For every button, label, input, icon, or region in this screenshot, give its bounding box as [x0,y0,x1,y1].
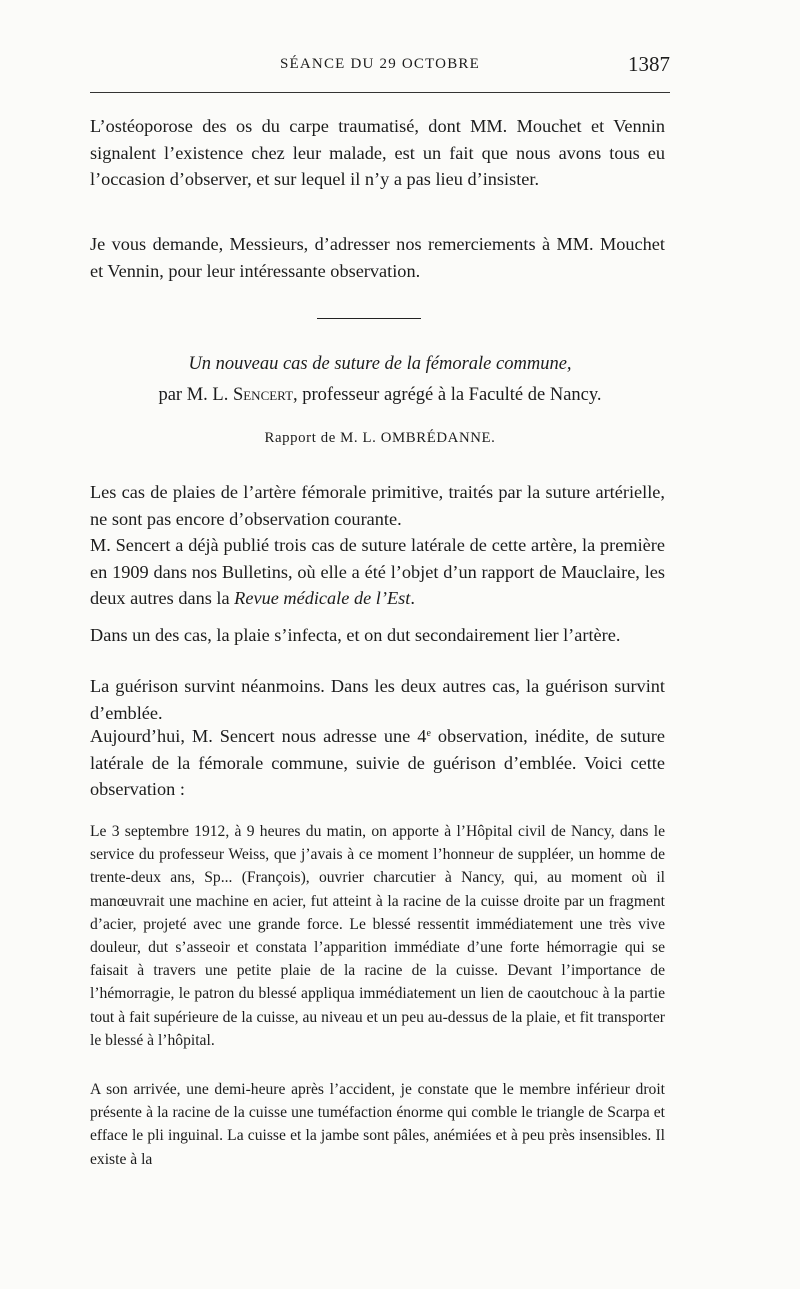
running-head: SÉANCE DU 29 OCTOBRE [280,56,480,72]
body-paragraph-5 [90,723,665,803]
conclusion-paragraph-2: Je vous demande, Messieurs, d’adresser nos remerciements à MM. Mouchet et Vennin, pour leur intéressante observation. [90,234,665,281]
page-header [90,52,670,82]
document-page [90,0,670,1289]
conclusion-paragraph-1: L’ostéoporose des os du carpe traumatisé, dont MM. Mouchet et Vennin signalent l’existence chez leur malade, est un fait que nous avons tous eu l’occasion d’observer, et sur lequel il n’y a pas lieu d’insister. [90,116,665,189]
byline-affiliation: , professeur agrégé à la Faculté de Nancy. [293,385,602,405]
section-separator [317,318,421,319]
ordinal-superscript: e [426,728,431,739]
article-title: Un nouveau cas de suture de la fémorale commune, [188,354,572,374]
report-line: Rapport de M. L. OMBRÉDANNE. [264,430,496,446]
body-paragraph-2 [90,532,665,612]
body-paragraph-5-text: Aujourd’hui, M. Sencert nous adresse une 4 [90,726,427,746]
body-paragraph-5-rest: observation, inédite, de suture latérale de la fémorale commune, suivie de guérison d’emblée. Voici cette observation : [90,726,665,799]
journal-title: Revue médicale de l’Est [234,588,411,608]
body-paragraph-2-end: . [410,588,415,608]
body-paragraph-1: Les cas de plaies de l’artère fémorale primitive, traités par la suture artérielle, ne sont pas encore d’observation courante. [90,482,665,529]
body-paragraph-2-text: M. Sencert a déjà publié trois cas de suture latérale de cette artère, la première en 1909 dans nos Bulletins, où elle a été l’objet d’un rapport de Mauclaire, les deux autres dans la [90,535,665,608]
article-byline [90,382,670,408]
byline-par: par M. L. [158,385,233,405]
body-paragraph-3: Dans un des cas, la plaie s’infecta, et on dut secondairement lier l’artère. [90,625,621,645]
page-number: 1387 [628,52,670,76]
observation-paragraph-1: Le 3 septembre 1912, à 9 heures du matin, on apporte à l’Hôpital civil de Nancy, dans le service du professeur Weiss, que j’avais à ce moment l’honneur de suppléer, un homme de trente-deux ans, Sp... (François), ouvrier charcutier à Nancy, qui, au moment où il manœuvrait une machine en acier, fut atteint à la racine de la cuisse droite par un fragment d’acier, projeté avec une grande force. Le blessé ressentit immédiatement une très vive douleur, dut s’asseoir et constata l’apparition immédiate d’une forte hémorragie qui se faisait à travers une petite plaie de la racine de la cuisse. Devant l’importance de l’hémorragie, le patron du blessé appliqua immédiatement un lien de caoutchouc à la partie tout à fait supérieure de la cuisse, au niveau et un peu au-dessus de la plaie, et fit transporter le blessé à l’hôpital. [90,823,665,1049]
byline-author: Sencert [232,385,294,405]
observation-paragraph-2: A son arrivée, une demi-heure après l’accident, je constate que le membre inférieur droit présente à la racine de la cuisse une tuméfaction énorme qui comble le triangle de Scarpa et efface le pli inguinal. La cuisse et la jambe sont pâles, anémiées et à peu près insensibles. Il existe à la [90,1081,665,1168]
body-paragraph-4: La guérison survint néanmoins. Dans les deux autres cas, la guérison survint d’emblée. [90,676,665,723]
header-rule [90,92,670,93]
